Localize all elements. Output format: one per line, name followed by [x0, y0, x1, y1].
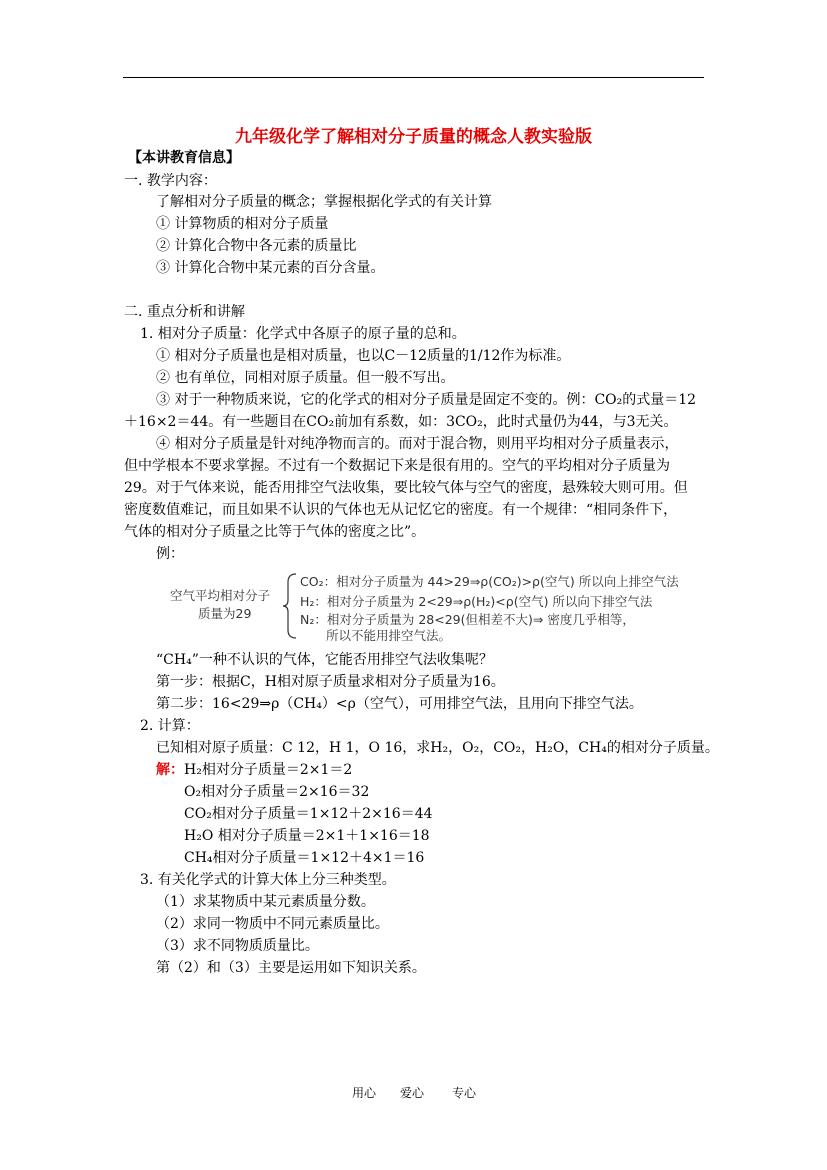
sec1-heading: 一. 教学内容： — [124, 173, 217, 189]
brace-icon — [282, 572, 298, 640]
solution-label: 解： — [156, 762, 184, 778]
para: ③ 对于一种物质来说，它的化学式的相对分子质量是固定不变的。例：CO₂的式量＝12 — [156, 392, 697, 408]
para: 29。对于气体来说，能否用排空气法收集，要比较气体与空气的密度，悬殊较大则可用。但 — [124, 480, 688, 496]
answer-line: H₂相对分子质量＝2×1＝2 — [184, 762, 353, 778]
para: ① 相对分子质量也是相对质量，也以C－12质量的1/12作为标准。 — [156, 348, 571, 364]
answer-line: CH₄相对分子质量＝1×12＋4×1＝16 — [184, 850, 425, 866]
sec2-heading: 二. 重点分析和讲解 — [124, 304, 245, 320]
sec1-intro: 了解相对分子质量的概念；掌握根据化学式的有关计算 — [156, 194, 492, 210]
figure-row: N₂：相对分子质量为 28<29(但相差不大)⇒ 密度几乎相等， — [300, 612, 635, 627]
para: 第（2）和（3）主要是运用如下知识关系。 — [156, 960, 426, 976]
para: 第一步：根据C，H相对原子质量求相对分子质量为16。 — [156, 674, 505, 690]
answer-line: O₂相对分子质量＝2×16＝32 — [184, 784, 370, 800]
sec1-item: ① 计算物质的相对分子质量 — [156, 216, 329, 232]
para: 第二步：16<29⇒ρ（CH₄）<ρ（空气），可用排空气法，且用向下排空气法。 — [156, 696, 643, 712]
para: ＋16×2＝44。有一些题目在CO₂前加有系数，如：3CO₂，此时式量仍为44，与3无关。 — [124, 414, 678, 430]
footer-text: 专心 — [452, 1086, 477, 1100]
sec1-item: ③ 计算化合物中某元素的百分含量。 — [156, 260, 385, 276]
gas-collection-figure — [170, 568, 710, 646]
figure-row: H₂：相对分子质量为 2<29⇒ρ(H₂)<ρ(空气) 所以向下排空气法 — [300, 594, 653, 609]
figure-row: 所以不能用排空气法。 — [326, 628, 452, 643]
para: （2）求同一物质中不同元素质量比。 — [156, 916, 389, 932]
para: 3. 有关化学式的计算大体上分三种类型。 — [140, 872, 396, 888]
page-title: 九年级化学了解相对分子质量的概念人教实验版 — [235, 127, 592, 147]
sec1-item: ② 计算化合物中各元素的质量比 — [156, 238, 357, 254]
para: 气体的相对分子质量之比等于气体的密度之比”。 — [124, 524, 426, 540]
figure-left-text: 空气平均相对分子 — [170, 588, 271, 603]
para: 1. 相对分子质量：化学式中各原子的原子量的总和。 — [140, 326, 466, 342]
para: （1）求某物质中某元素质量分数。 — [156, 894, 375, 910]
para: 密度数值难记，而且如果不认识的气体也无从记忆它的密度。有一个规律：“相同条件下， — [124, 502, 678, 518]
answer-line: CO₂相对分子质量＝1×12＋2×16＝44 — [184, 806, 433, 822]
figure-left-text: 质量为29 — [198, 606, 252, 621]
para: 但中学根本不要求掌握。不过有一个数据记下来是很有用的。空气的平均相对分子质量为 — [124, 458, 670, 474]
footer-text: 用心 — [352, 1086, 377, 1100]
para: “CH₄”一种不认识的气体，它能否用排空气法收集呢？ — [156, 652, 493, 668]
example-label: 例： — [156, 546, 184, 562]
para: ② 也有单位，同相对原子质量。但一般不写出。 — [156, 370, 455, 386]
header-rule — [123, 77, 704, 78]
section-header: 【本讲教育信息】 — [128, 150, 240, 166]
figure-row: CO₂：相对分子质量为 44>29⇒ρ(CO₂)>ρ(空气) 所以向上排空气法 — [300, 574, 679, 589]
answer-line: H₂O 相对分子质量＝2×1＋1×16＝18 — [184, 828, 430, 844]
para: 2. 计算： — [140, 718, 200, 734]
para: （3）求不同物质质量比。 — [156, 938, 319, 954]
para: ④ 相对分子质量是针对纯净物而言的。而对于混合物，则用平均相对分子质量表示， — [156, 436, 679, 452]
footer-text: 爱心 — [400, 1086, 425, 1100]
para: 已知相对原子质量：C 12，H 1，O 16，求H₂，O₂，CO₂，H₂O，CH₄的相对分子质量。 — [156, 740, 719, 756]
